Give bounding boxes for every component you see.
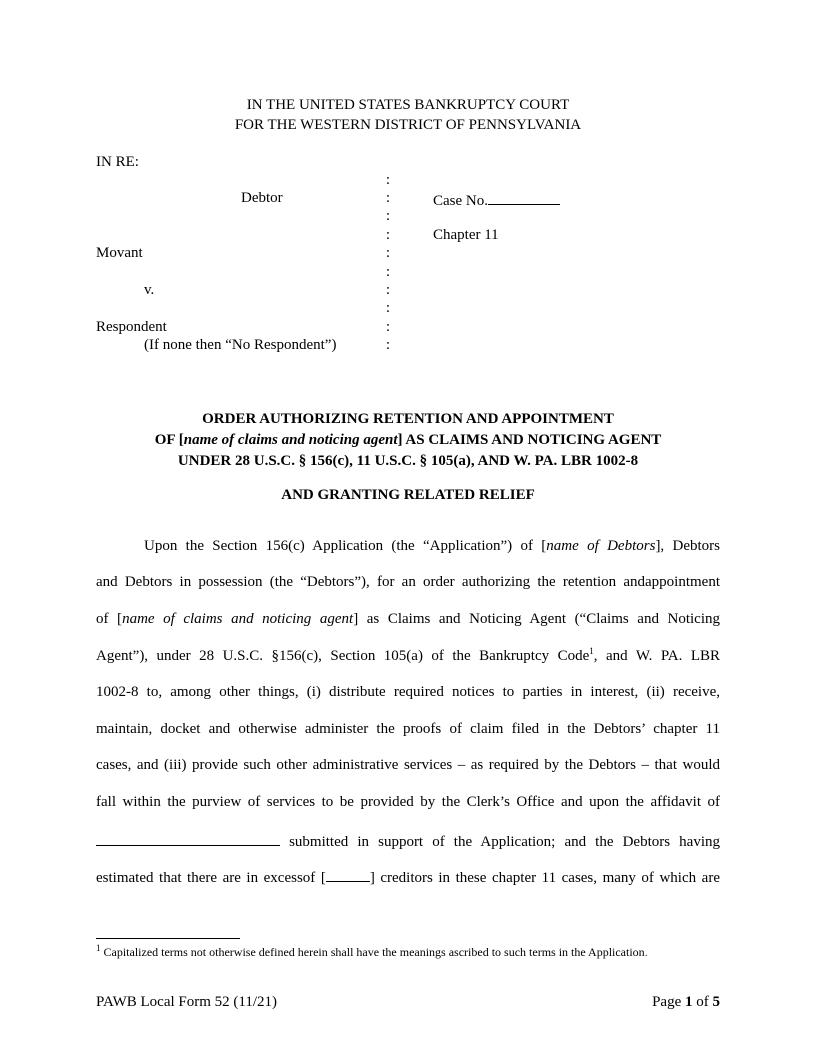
case-number-blank xyxy=(488,190,560,205)
order-title-line-2 xyxy=(0,432,816,449)
creditors-count-blank xyxy=(326,867,370,882)
caption-colon: : xyxy=(385,245,391,261)
affiant-blank xyxy=(96,831,280,846)
body-text: Upon the Section 156(c) Application (the “Application”) of [ xyxy=(144,538,547,554)
debtors-placeholder: name of Debtors xyxy=(546,538,656,554)
court-district: FOR THE WESTERN DISTRICT OF PENNSYLVANIA xyxy=(234,117,582,133)
body-line xyxy=(96,867,720,887)
caption-colon: : xyxy=(385,282,391,298)
case-number xyxy=(433,190,560,210)
caption-colon: : xyxy=(385,208,391,224)
footnote-divider xyxy=(96,938,240,939)
body-line xyxy=(144,538,720,555)
body-text: submitted in support of the Application; and the Debtors having xyxy=(289,834,721,850)
debtor-label: Debtor xyxy=(241,190,283,206)
order-title-line-4: AND GRANTING RELATED RELIEF xyxy=(281,487,535,503)
agent-placeholder: name of claims and noticing agent xyxy=(122,611,354,627)
footnote-end-mark: . xyxy=(644,945,648,959)
caption-colon: : xyxy=(385,172,391,188)
title-text: ] AS CLAIMS AND NOTICING AGENT xyxy=(397,432,662,448)
page-label: Page xyxy=(652,994,682,1010)
caption-colon: : xyxy=(385,319,391,335)
body-line xyxy=(96,611,720,628)
body-line: and Debtors in possession (the “Debtors”), for an order authorizing the retention andappointment xyxy=(96,574,720,590)
body-line: fall within the purview of services to be provided by the Clerk’s Office and upon the affidavit of xyxy=(96,794,720,810)
body-line xyxy=(96,831,720,851)
body-line: maintain, docket and otherwise administer the proofs of claim filed in the Debtors’ chapter 11 xyxy=(96,721,720,737)
body-text: ] as Claims and Noticing Agent (“Claims and Noticing xyxy=(353,611,720,627)
page-of-label: of xyxy=(696,994,709,1010)
footnote-text: Capitalized terms not otherwise defined herein shall have the meanings ascribed to such terms in the Application xyxy=(103,945,645,959)
caption-colon: : xyxy=(385,264,391,280)
caption-colon: : xyxy=(385,337,391,353)
chapter-label: Chapter 11 xyxy=(433,227,499,243)
body-line xyxy=(96,648,720,665)
versus-label: v. xyxy=(144,282,155,298)
body-text: ], Debtors xyxy=(655,538,720,554)
respondent-note: (If none then “No Respondent”) xyxy=(144,337,337,353)
body-text: Agent”), under 28 U.S.C. §156(c), Section 105(a) of the Bankruptcy Code xyxy=(96,648,590,664)
order-title-line-3: UNDER 28 U.S.C. § 156(c), 11 U.S.C. § 105(a), AND W. PA. LBR 1002-8 xyxy=(177,453,639,469)
title-text: OF [ xyxy=(154,432,184,448)
order-title-line-1: ORDER AUTHORIZING RETENTION AND APPOINTMENT xyxy=(202,411,614,427)
footnote-number: 1 xyxy=(96,943,101,953)
page-total: 5 xyxy=(712,994,720,1010)
footnote-reference: 1 xyxy=(589,646,594,656)
case-number-label: Case No. xyxy=(433,193,488,209)
in-re-label: IN RE: xyxy=(96,154,139,170)
body-text: , and W. PA. LBR xyxy=(593,648,720,664)
caption-colon: : xyxy=(385,300,391,316)
body-text: of [ xyxy=(96,611,123,627)
page-number xyxy=(560,994,720,1011)
respondent-label: Respondent xyxy=(96,319,167,335)
movant-label: Movant xyxy=(96,245,143,261)
form-identifier: PAWB Local Form 52 (11/21) xyxy=(96,994,278,1010)
body-line: cases, and (iii) provide such other administrative services – as required by the Debtors – that would xyxy=(96,757,720,773)
footnote xyxy=(96,945,736,960)
caption-colon: : xyxy=(385,227,391,243)
title-agent-placeholder: name of claims and noticing agent xyxy=(183,432,398,448)
caption-colon: : xyxy=(385,190,391,206)
body-text: ] creditors in these chapter 11 cases, many of which are xyxy=(369,870,720,886)
body-text: estimated that there are in excessof [ xyxy=(96,870,326,886)
page-current: 1 xyxy=(685,994,693,1010)
court-name: IN THE UNITED STATES BANKRUPTCY COURT xyxy=(246,97,570,113)
body-line: 1002-8 to, among other things, (i) distribute required notices to parties in interest, (ii) receive, xyxy=(96,684,720,700)
